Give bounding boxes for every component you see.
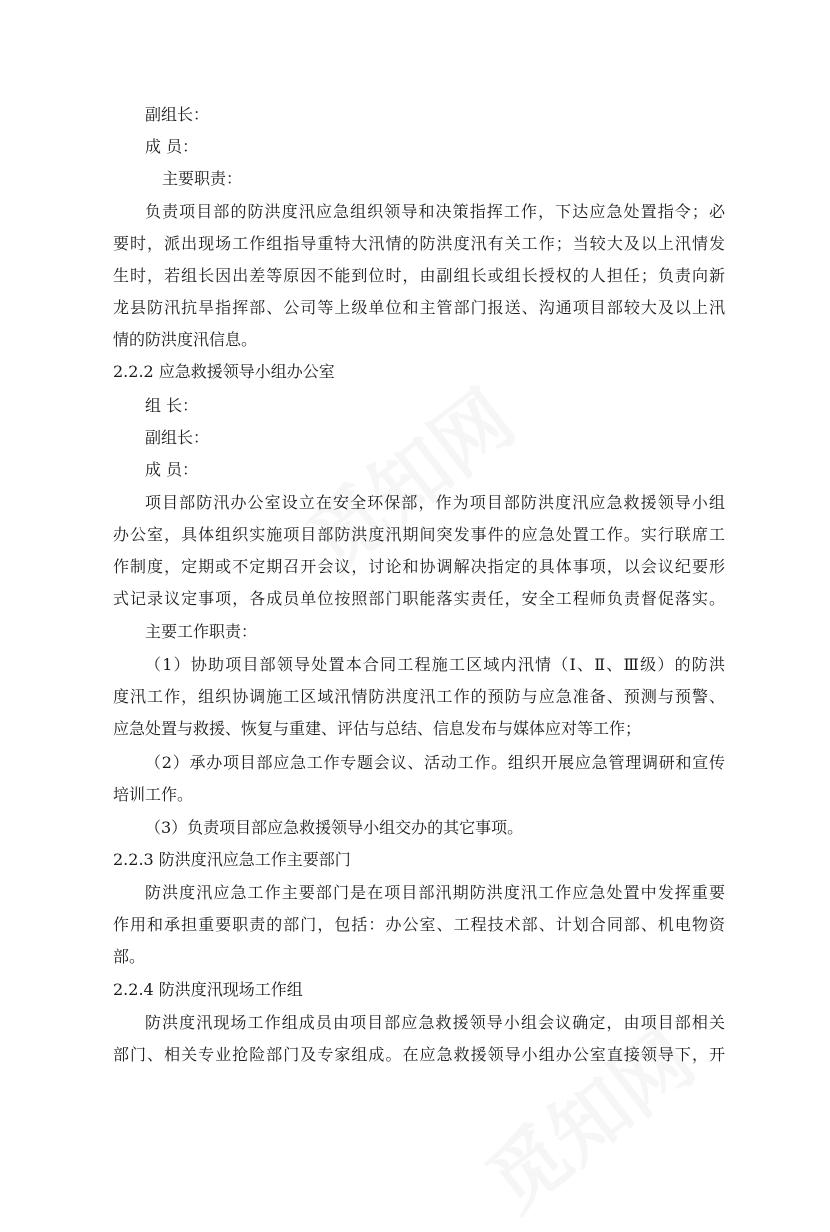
text-line: （1）协助项目部领导处置本合同工程施工区域内汛情（Ⅰ、Ⅱ、Ⅲ级）的防洪 xyxy=(145,655,725,674)
text-line: 要时，派出现场工作组指导重特大汛情的防洪度汛有关工作；当较大及以上汛情发 xyxy=(113,234,725,253)
text-line: 作用和承担重要职责的部门，包括：办公室、工程技术部、计划合同部、机电物资 xyxy=(113,915,725,934)
text-line: 组 长： xyxy=(145,396,199,415)
text-line: 负责项目部的防洪度汛应急组织领导和决策指挥工作，下达应急处置指令；必 xyxy=(145,202,725,221)
text-line: 主要工作职责： xyxy=(145,622,258,641)
text-line: 办公室，具体组织实施项目部防洪度汛期间突发事件的应急处置工作。实行联席工 xyxy=(113,525,725,544)
text-line: 防洪度汛现场工作组成员由项目部应急救援领导小组会议确定，由项目部相关 xyxy=(145,1013,725,1032)
text-line: 项目部防汛办公室设立在安全环保部，作为项目部防洪度汛应急救援领导小组 xyxy=(145,493,725,512)
text-line: 成 员： xyxy=(145,460,199,479)
text-line: 副组长： xyxy=(145,428,210,447)
text-line: 作制度，定期或不定期召开会议，讨论和协调解决指定的具体事项，以会议纪要形 xyxy=(113,557,725,576)
section-heading: 2.2.3 防洪度汛应急工作主要部门 xyxy=(113,850,351,869)
section-heading: 2.2.2 应急救援领导小组办公室 xyxy=(113,362,335,381)
section-heading: 2.2.4 防洪度汛现场工作组 xyxy=(113,980,303,999)
text-line: 生时，若组长因出差等原因不能到位时，由副组长或组长授权的人担任；负责向新 xyxy=(113,266,725,285)
text-line: （3）负责项目部应急救援领导小组交办的其它事项。 xyxy=(145,818,524,837)
text-line: 成 员： xyxy=(145,137,199,156)
text-line: 部门、相关专业抢险部门及专家组成。在应急救援领导小组办公室直接领导下，开 xyxy=(113,1045,725,1064)
text-line: 情的防洪度汛信息。 xyxy=(113,330,258,349)
text-line: 龙县防汛抗旱指挥部、公司等上级单位和主管部门报送、沟通项目部较大及以上汛 xyxy=(113,298,725,317)
text-line: 防洪度汛应急工作主要部门是在项目部汛期防洪度汛工作应急处置中发挥重要 xyxy=(145,883,725,902)
text-line: 培训工作。 xyxy=(113,785,194,804)
text-line: 式记录议定事项，各成员单位按照部门职能落实责任，安全工程师负责督促落实。 xyxy=(113,589,725,608)
text-line: 应急处置与救援、恢复与重建、评估与总结、信息发布与媒体应对等工作； xyxy=(113,719,642,738)
text-line: 副组长： xyxy=(145,105,210,124)
watermark xyxy=(460,1000,713,1232)
text-line: 度汛工作，组织协调施工区域汛情防洪度汛工作的预防与应急准备、预测与预警、 xyxy=(113,687,725,706)
text-line: 主要职责： xyxy=(162,169,243,188)
text-line: （2）承办项目部应急工作专题会议、活动工作。组织开展应急管理调研和宣传 xyxy=(145,753,725,772)
text-line: 部。 xyxy=(113,947,146,966)
